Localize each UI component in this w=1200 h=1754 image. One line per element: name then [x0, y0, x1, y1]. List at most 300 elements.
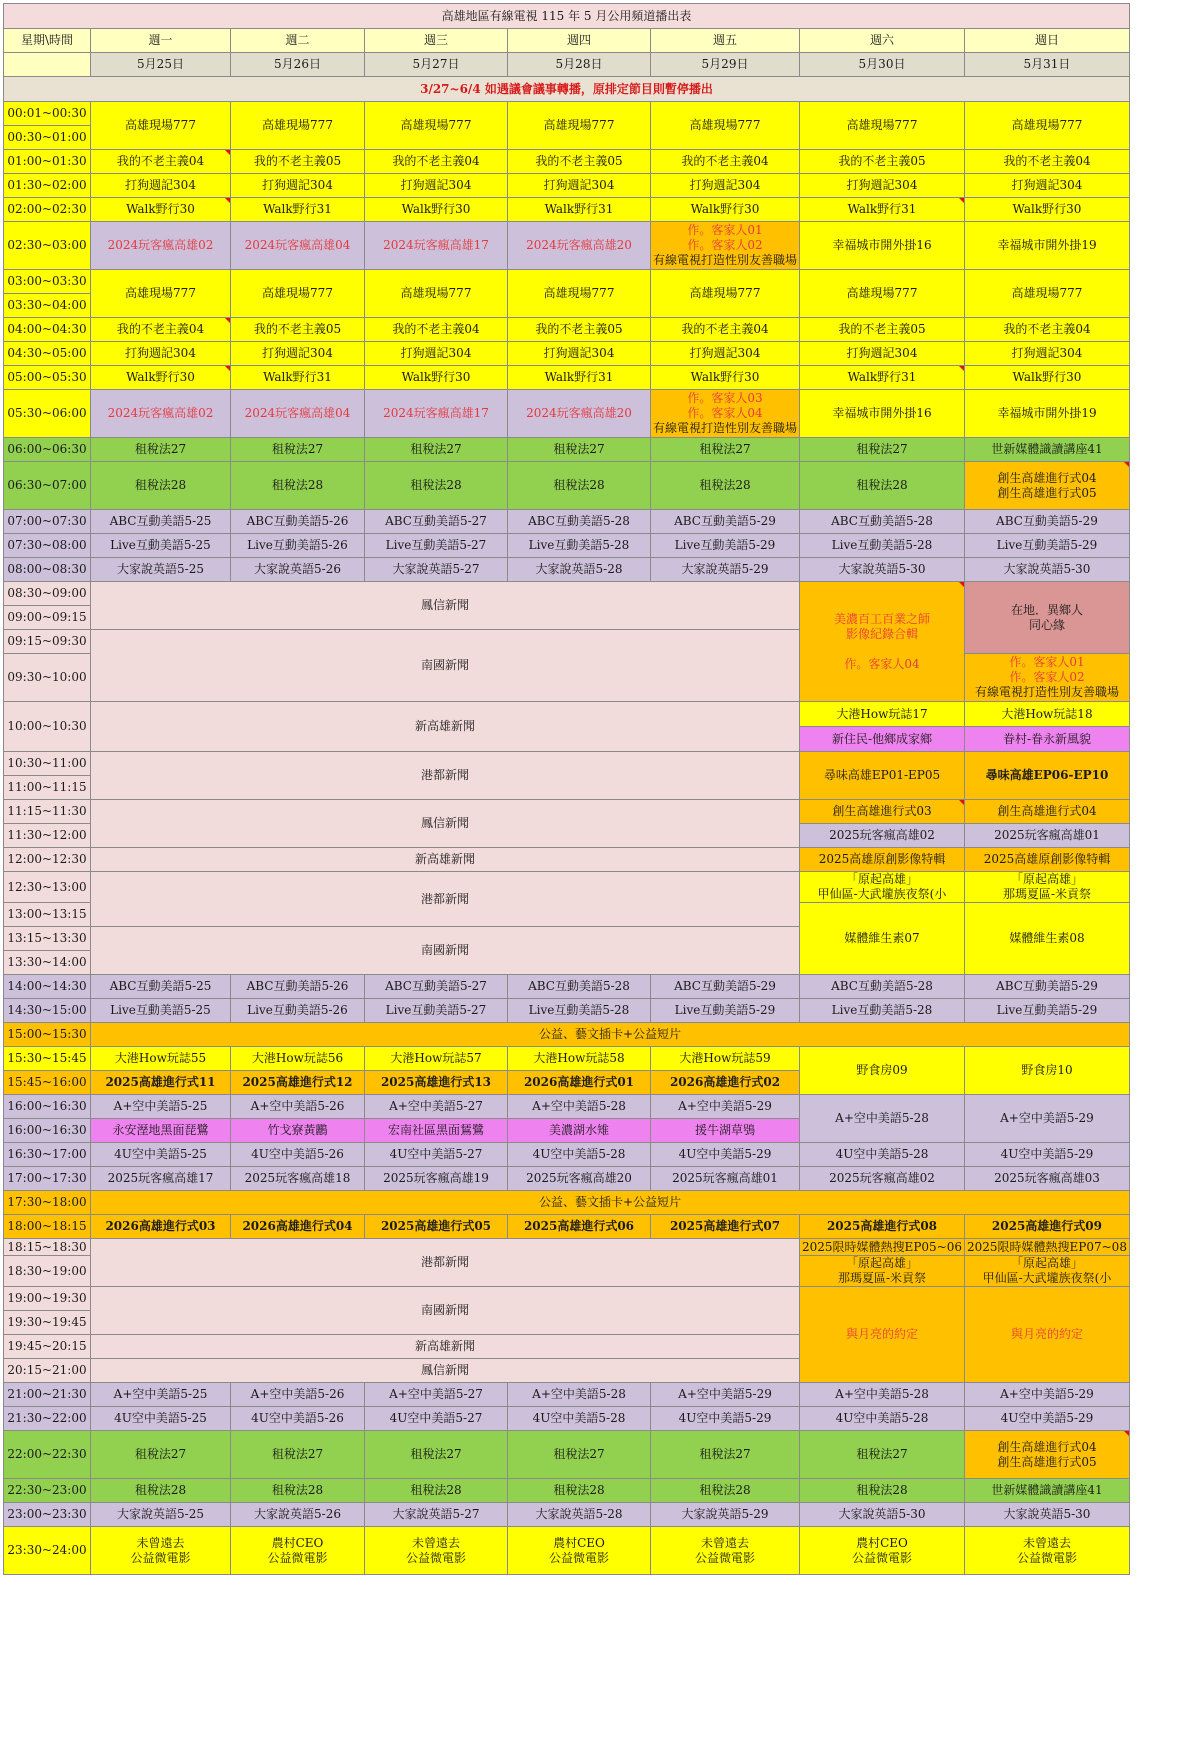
time-slot-label: 09:15~09:30 — [4, 630, 91, 654]
program-cell — [91, 927, 800, 975]
program-title: 4U空中美語5-27 — [389, 1411, 483, 1425]
program-title: 作。客家人04 — [844, 656, 920, 671]
program-cell — [651, 318, 800, 342]
program-cell — [964, 222, 1129, 270]
time-row — [4, 1431, 1130, 1479]
day-header: 週五 — [651, 29, 800, 53]
program-title: 大港How玩誌59 — [679, 1051, 771, 1065]
program-cell — [964, 975, 1129, 999]
program-cell — [800, 1383, 965, 1407]
program-title: 農村CEO — [856, 1535, 908, 1550]
time-slot-label: 21:30~22:00 — [4, 1407, 91, 1431]
program-cell — [231, 1383, 365, 1407]
program-title: A+空中美語5-29 — [678, 1387, 772, 1401]
program-title: 我的不老主義04 — [1003, 322, 1091, 336]
program-title: 2024玩客瘋高雄04 — [244, 238, 351, 252]
program-cell — [964, 824, 1129, 848]
time-slot-label: 12:00~12:30 — [4, 848, 91, 872]
time-slot-label: 18:30~19:00 — [4, 1256, 91, 1287]
program-title: 野食房09 — [856, 1063, 908, 1077]
program-cell — [365, 366, 508, 390]
program-cell — [231, 1119, 365, 1143]
program-title: 眷村-眷永新風貌 — [965, 727, 1129, 751]
time-row — [4, 270, 1130, 294]
program-title: 租稅法27 — [699, 1447, 751, 1461]
program-cell — [231, 270, 365, 318]
program-cell — [365, 1431, 508, 1479]
program-cell — [651, 1095, 800, 1119]
program-title: Walk野行30 — [690, 202, 760, 216]
program-title: 大家說英語5-30 — [1003, 1507, 1091, 1521]
time-slot-label: 23:30~24:00 — [4, 1527, 91, 1575]
program-cell — [800, 1047, 965, 1095]
program-cell — [231, 438, 365, 462]
program-cell — [800, 872, 965, 903]
program-cell — [91, 1023, 1130, 1047]
program-title: 4U空中美語5-28 — [532, 1147, 626, 1161]
program-title: 2025玩客瘋高雄18 — [244, 1171, 351, 1185]
program-cell — [365, 102, 508, 150]
program-title: 大港How玩誌17 — [800, 702, 964, 727]
program-cell — [651, 1143, 800, 1167]
program-cell — [800, 975, 965, 999]
program-title: 作。客家人01 — [687, 223, 763, 237]
time-row — [4, 752, 1130, 776]
program-cell — [964, 1239, 1129, 1256]
program-cell — [365, 270, 508, 318]
program-title: A+空中美語5-28 — [532, 1387, 626, 1401]
program-title: A+空中美語5-26 — [250, 1387, 345, 1401]
program-title: 高雄現場777 — [543, 286, 615, 300]
program-title: 高雄現場777 — [1011, 286, 1083, 300]
program-title: 2026高雄進行式04 — [242, 1219, 353, 1233]
program-cell — [651, 534, 800, 558]
program-title: Walk野行30 — [401, 202, 471, 216]
program-title: Live互動美語5-28 — [831, 538, 933, 552]
program-title: 美濃百工百業之師 — [833, 611, 930, 626]
program-title: 鳳信新聞 — [421, 1363, 470, 1377]
date-header: 5月28日 — [508, 53, 651, 77]
program-title: 我的不老主義05 — [535, 154, 623, 168]
time-row — [4, 318, 1130, 342]
program-cell — [800, 174, 965, 198]
program-cell — [964, 752, 1129, 800]
program-title: 甲仙區-大武壠族夜祭(小 — [817, 887, 947, 901]
program-title: 打狗週記304 — [262, 346, 333, 360]
program-cell — [964, 702, 1129, 752]
program-cell — [964, 174, 1129, 198]
program-title: 高雄現場777 — [400, 118, 472, 132]
program-title: 尋味高雄EP01-EP05 — [823, 768, 941, 782]
program-title: A+空中美語5-27 — [389, 1099, 483, 1113]
program-title: 2026高雄進行式03 — [105, 1219, 216, 1233]
time-slot-label: 15:45~16:00 — [4, 1071, 91, 1095]
time-row — [4, 702, 1130, 752]
program-title: Live互動美語5-26 — [247, 538, 348, 552]
program-title: 打狗週記304 — [689, 346, 761, 360]
program-title: 公益微電影 — [695, 1550, 756, 1565]
program-cell — [231, 1431, 365, 1479]
time-row — [4, 1167, 1130, 1191]
program-cell — [800, 510, 965, 534]
time-slot-label: 19:00~19:30 — [4, 1287, 91, 1311]
program-title: 港都新聞 — [421, 1255, 470, 1269]
time-row — [4, 102, 1130, 126]
program-cell — [651, 558, 800, 582]
program-title: 未曾遠去 — [1022, 1535, 1071, 1550]
program-cell — [508, 999, 651, 1023]
program-title: 租稅法27 — [553, 1447, 605, 1461]
program-cell — [231, 390, 365, 438]
time-slot-label: 16:30~17:00 — [4, 1143, 91, 1167]
program-cell — [800, 1287, 965, 1383]
program-title: 作。客家人03 — [687, 391, 763, 405]
program-title: 租稅法28 — [553, 478, 605, 492]
program-cell — [365, 150, 508, 174]
program-title: 4U空中美語5-28 — [835, 1147, 929, 1161]
program-title: ABC互動美語5-25 — [109, 514, 212, 528]
program-cell — [508, 366, 651, 390]
program-cell — [800, 800, 965, 824]
program-title: 大家說英語5-28 — [535, 1507, 623, 1521]
program-title: 4U空中美語5-25 — [114, 1411, 207, 1425]
program-title: Walk野行30 — [690, 370, 760, 384]
time-slot-label: 09:00~09:15 — [4, 606, 91, 630]
time-slot-label: 20:15~21:00 — [4, 1359, 91, 1383]
program-title: 幸福城市開外掛16 — [832, 406, 932, 420]
program-cell — [231, 198, 365, 222]
program-cell — [91, 342, 231, 366]
program-title: 打狗週記304 — [125, 178, 196, 192]
program-title: 媒體維生素07 — [844, 931, 920, 945]
program-cell — [964, 1256, 1129, 1287]
time-slot-label: 04:30~05:00 — [4, 342, 91, 366]
program-cell — [651, 222, 800, 270]
program-title: 租稅法28 — [856, 1483, 908, 1497]
program-title: 大港How玩誌18 — [965, 702, 1129, 727]
program-cell — [508, 462, 651, 510]
program-title: 租稅法27 — [856, 442, 908, 456]
program-title: ABC互動美語5-28 — [831, 979, 933, 993]
program-cell — [91, 1239, 800, 1287]
program-title: Live互動美語5-29 — [996, 1003, 1098, 1017]
program-title: 在地．異鄉人 — [1010, 602, 1083, 617]
program-cell — [91, 1503, 231, 1527]
program-cell — [651, 1167, 800, 1191]
time-row — [4, 174, 1130, 198]
program-cell — [231, 150, 365, 174]
program-cell — [91, 1047, 231, 1071]
program-title: 我的不老主義04 — [116, 322, 205, 336]
program-cell — [231, 1479, 365, 1503]
program-title: 2025玩客瘋高雄02 — [829, 1171, 935, 1185]
program-title: ABC互動美語5-29 — [674, 514, 776, 528]
program-cell — [91, 752, 800, 800]
program-title: 我的不老主義04 — [392, 154, 480, 168]
program-title: 創生高雄進行式03 — [832, 804, 932, 818]
time-slot-label: 07:30~08:00 — [4, 534, 91, 558]
program-title: 永安溼地黑面琵鷺 — [112, 1123, 209, 1137]
program-cell — [651, 150, 800, 174]
program-cell — [964, 999, 1129, 1023]
program-cell — [365, 1479, 508, 1503]
program-title: 2024玩客瘋高雄17 — [383, 406, 489, 420]
program-title: 尋味高雄EP06-EP10 — [985, 768, 1109, 782]
program-cell — [231, 558, 365, 582]
time-slot-label: 10:30~11:00 — [4, 752, 91, 776]
time-row — [4, 198, 1130, 222]
program-title: 高雄現場777 — [846, 286, 918, 300]
program-cell — [91, 800, 800, 848]
program-title: Live互動美語5-29 — [674, 538, 776, 552]
program-cell — [800, 1407, 965, 1431]
program-cell — [964, 102, 1129, 150]
day-header: 週六 — [800, 29, 965, 53]
program-cell — [508, 438, 651, 462]
program-title: 援牛湖草鴞 — [695, 1123, 756, 1137]
program-cell — [651, 342, 800, 366]
program-title: 南國新聞 — [421, 658, 470, 672]
program-cell — [91, 1095, 231, 1119]
program-title: 2024玩客瘋高雄20 — [526, 238, 632, 252]
program-title: 創生高雄進行式04 — [997, 1439, 1097, 1454]
time-slot-label: 02:00~02:30 — [4, 198, 91, 222]
program-title: 我的不老主義04 — [392, 322, 480, 336]
program-cell — [964, 1407, 1129, 1431]
program-cell — [508, 1095, 651, 1119]
program-title: 2025高雄進行式13 — [380, 1075, 492, 1089]
program-cell — [365, 1383, 508, 1407]
program-title: 2025高雄進行式11 — [105, 1075, 216, 1089]
program-cell — [365, 1071, 508, 1095]
program-title: 打狗週記304 — [262, 178, 333, 192]
program-title: 租稅法27 — [134, 442, 187, 456]
program-title: ABC互動美語5-28 — [831, 514, 933, 528]
program-cell — [964, 1215, 1129, 1239]
program-cell — [651, 1407, 800, 1431]
program-cell — [231, 534, 365, 558]
program-cell — [91, 975, 231, 999]
program-cell — [800, 582, 965, 702]
program-title: A+空中美語5-26 — [250, 1099, 345, 1113]
program-title: 大港How玩誌58 — [533, 1051, 625, 1065]
program-title: 2025高雄進行式05 — [380, 1219, 492, 1233]
program-title: 大家說英語5-28 — [535, 562, 623, 576]
program-cell — [508, 1215, 651, 1239]
program-cell — [800, 1215, 965, 1239]
program-title — [802, 642, 962, 657]
program-cell — [91, 1335, 800, 1359]
program-title: 鳳信新聞 — [421, 816, 470, 830]
time-row — [4, 438, 1130, 462]
program-cell — [508, 102, 651, 150]
program-title: Live互動美語5-28 — [528, 538, 630, 552]
program-title: 租稅法27 — [271, 1447, 324, 1461]
time-row — [4, 1143, 1130, 1167]
program-title: 大港How玩誌56 — [251, 1051, 344, 1065]
program-title: 那瑪夏區-米貢祭 — [1002, 887, 1091, 901]
program-title: 作。客家人02 — [687, 238, 763, 252]
program-cell — [651, 102, 800, 150]
program-cell — [508, 1167, 651, 1191]
program-cell — [964, 1143, 1129, 1167]
program-cell — [91, 1143, 231, 1167]
program-title: Live互動美語5-25 — [110, 538, 211, 552]
program-cell — [365, 222, 508, 270]
program-title: 租稅法27 — [553, 442, 605, 456]
program-cell — [651, 999, 800, 1023]
program-title: 4U空中美語5-26 — [251, 1411, 344, 1425]
program-cell — [231, 318, 365, 342]
time-slot-label: 11:00~11:15 — [4, 776, 91, 800]
time-slot-label: 13:30~14:00 — [4, 951, 91, 975]
program-title: ABC互動美語5-28 — [528, 979, 630, 993]
program-title: 「原起高雄」 — [845, 872, 918, 886]
program-cell — [231, 366, 365, 390]
program-cell — [508, 1143, 651, 1167]
program-title: 影像紀錄合輯 — [845, 626, 918, 641]
program-cell — [508, 318, 651, 342]
program-cell — [365, 318, 508, 342]
time-slot-label: 16:00~16:30 — [4, 1119, 91, 1143]
program-cell — [800, 999, 965, 1023]
program-cell — [651, 510, 800, 534]
program-title: 大家說英語5-30 — [1003, 562, 1091, 576]
program-title: 幸福城市開外掛19 — [997, 406, 1097, 420]
program-title: 大港How玩誌55 — [114, 1051, 207, 1065]
program-title: 幸福城市開外掛19 — [997, 238, 1097, 252]
time-slot-label: 00:01~00:30 — [4, 102, 91, 126]
program-cell — [231, 1407, 365, 1431]
program-cell — [651, 1071, 800, 1095]
program-title: 我的不老主義04 — [116, 154, 205, 168]
program-title: Walk野行31 — [544, 202, 614, 216]
program-cell — [231, 342, 365, 366]
time-row — [4, 390, 1130, 438]
program-title: 2025玩客瘋高雄02 — [829, 828, 935, 842]
program-title: 高雄現場777 — [1011, 118, 1083, 132]
program-title: 大家說英語5-26 — [254, 562, 341, 576]
program-title: 2024玩客瘋高雄02 — [107, 406, 214, 420]
program-title: 打狗週記304 — [543, 178, 615, 192]
program-cell — [800, 1527, 965, 1575]
time-row — [4, 1287, 1130, 1311]
program-title: A+空中美語5-25 — [113, 1387, 208, 1401]
program-title: 公益微電影 — [851, 1550, 912, 1565]
program-title: Walk野行31 — [263, 370, 332, 384]
program-cell — [651, 1527, 800, 1575]
program-title: ABC互動美語5-29 — [996, 979, 1098, 993]
program-cell — [800, 198, 965, 222]
program-title: ABC互動美語5-29 — [996, 514, 1098, 528]
program-cell — [231, 462, 365, 510]
time-row — [4, 1383, 1130, 1407]
program-title: 租稅法27 — [271, 442, 324, 456]
program-cell — [964, 582, 1129, 654]
program-title: 2025高雄進行式09 — [991, 1219, 1103, 1233]
program-cell — [91, 1191, 1130, 1215]
program-cell — [91, 1431, 231, 1479]
time-row — [4, 1479, 1130, 1503]
program-cell — [800, 390, 965, 438]
time-row — [4, 558, 1130, 582]
program-title: A+空中美語5-28 — [835, 1387, 929, 1401]
time-row — [4, 975, 1130, 999]
program-title: 打狗週記304 — [1011, 178, 1083, 192]
program-cell — [964, 462, 1129, 510]
program-cell — [964, 318, 1129, 342]
program-cell — [964, 654, 1129, 702]
program-title: 大家說英語5-25 — [117, 1507, 204, 1521]
program-cell — [800, 1167, 965, 1191]
program-cell — [91, 558, 231, 582]
program-cell — [231, 102, 365, 150]
program-title: 2025玩客瘋高雄01 — [994, 828, 1100, 842]
program-title: 打狗週記304 — [400, 178, 472, 192]
time-slot-label: 11:30~12:00 — [4, 824, 91, 848]
time-row — [4, 800, 1130, 824]
program-title: 創生高雄進行式04 — [997, 470, 1097, 485]
day-header: 週二 — [231, 29, 365, 53]
program-title: 租稅法27 — [856, 1447, 908, 1461]
program-title: 租稅法28 — [271, 478, 324, 492]
program-title: 大家說英語5-25 — [117, 562, 204, 576]
time-row — [4, 1047, 1130, 1071]
program-title: 2025高雄進行式08 — [826, 1219, 938, 1233]
program-title: 「原起高雄」 — [1010, 872, 1083, 886]
program-cell — [365, 1167, 508, 1191]
program-cell — [964, 1047, 1129, 1095]
time-row — [4, 222, 1130, 270]
program-title: 租稅法27 — [410, 1447, 462, 1461]
date-header: 5月31日 — [964, 53, 1129, 77]
program-title: 高雄現場777 — [262, 286, 333, 300]
program-cell — [964, 342, 1129, 366]
program-title: 租稅法27 — [134, 1447, 187, 1461]
program-title: ABC互動美語5-25 — [109, 979, 212, 993]
program-title: 農村CEO — [271, 1535, 324, 1550]
program-cell — [231, 975, 365, 999]
program-cell — [91, 510, 231, 534]
time-slot-label: 01:30~02:00 — [4, 174, 91, 198]
program-title: 公益微電影 — [130, 1550, 191, 1565]
program-cell — [508, 1383, 651, 1407]
program-title: 租稅法28 — [699, 1483, 751, 1497]
schedule-table — [3, 3, 1130, 1575]
program-title: 那瑪夏區-米貢祭 — [837, 1271, 927, 1285]
program-title: 創生高雄進行式05 — [997, 485, 1097, 500]
program-title: Live互動美語5-27 — [385, 1003, 487, 1017]
program-title: 公益微電影 — [267, 1550, 328, 1565]
program-title: ABC互動美語5-27 — [385, 979, 487, 993]
program-title: 創生高雄進行式04 — [997, 804, 1097, 818]
program-cell — [91, 534, 231, 558]
program-title: ABC互動美語5-26 — [246, 514, 349, 528]
time-row — [4, 462, 1130, 510]
program-cell — [800, 903, 965, 975]
time-slot-label: 00:30~01:00 — [4, 126, 91, 150]
time-slot-label: 03:30~04:00 — [4, 294, 91, 318]
program-title: 高雄現場777 — [689, 118, 761, 132]
program-cell — [508, 1431, 651, 1479]
time-row — [4, 999, 1130, 1023]
program-cell — [508, 510, 651, 534]
program-title: 4U空中美語5-27 — [389, 1147, 483, 1161]
program-title: 公益微電影 — [405, 1550, 466, 1565]
program-cell — [91, 1215, 231, 1239]
program-cell — [800, 222, 965, 270]
program-cell — [91, 1287, 800, 1335]
